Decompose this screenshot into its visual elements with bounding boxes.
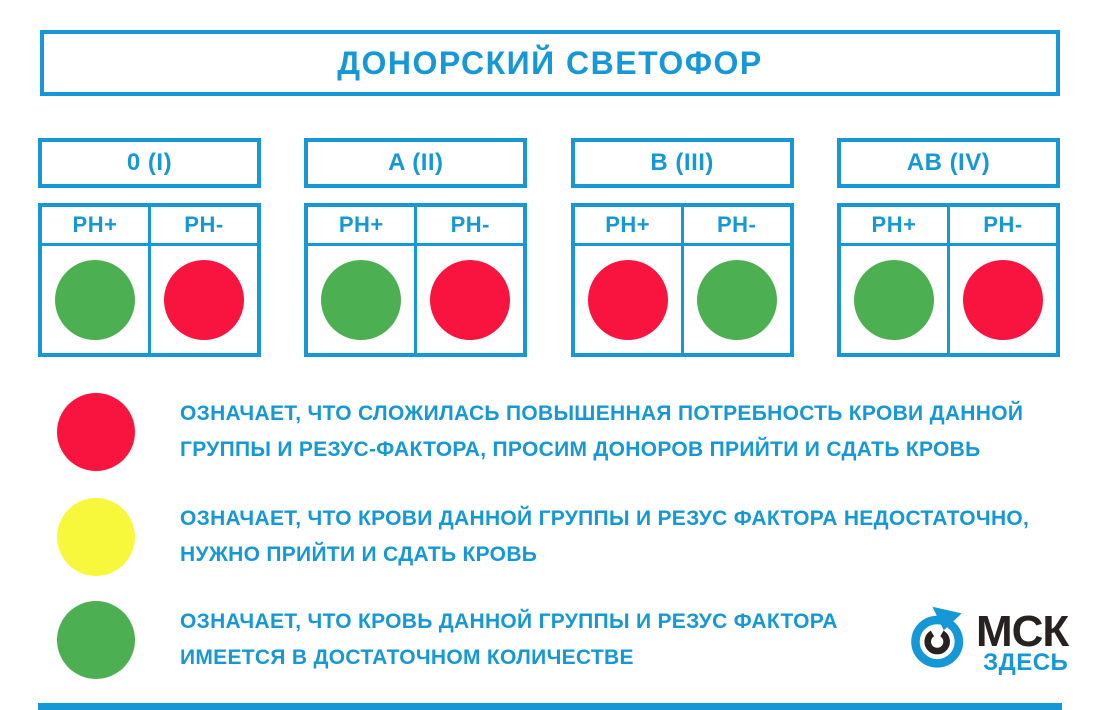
legend-row-yellow (57, 498, 1029, 576)
rh-plus-cell (42, 246, 148, 353)
legend-line: ГРУППЫ И РЕЗУС-ФАКТОРА, ПРОСИМ ДОНОРОВ ПРИЙТИ И СДАТЬ КРОВЬ (180, 438, 981, 461)
legend-line: НУЖНО ПРИЙТИ И СДАТЬ КРОВЬ (180, 543, 538, 566)
status-dot (55, 260, 135, 340)
legend-row-red (57, 393, 1023, 471)
rh-minus-header: PH- (684, 207, 790, 243)
rh-minus-cell (417, 246, 523, 353)
rh-plus-header: PH+ (841, 207, 947, 243)
yellow-legend-text (180, 501, 1029, 573)
status-dot (697, 260, 777, 340)
rh-status-table (304, 203, 527, 357)
panel-group-AB-IV (837, 138, 1060, 357)
green-legend-text (180, 604, 838, 676)
legend-line: ОЗНАЧАЕТ, ЧТО КРОВЬ ДАННОЙ ГРУППЫ И РЕЗУС ФАКТОРА (180, 610, 838, 633)
status-dot (963, 260, 1043, 340)
rh-minus-cell (151, 246, 257, 353)
omsk-zdes-logo (906, 600, 1068, 677)
rh-plus-cell (575, 246, 681, 353)
panel-group-A-II (304, 138, 527, 357)
rh-minus-header: PH- (151, 207, 257, 243)
page-title: ДОНОРСКИЙ СВЕТОФОР (337, 44, 763, 81)
status-dot (854, 260, 934, 340)
rh-plus-cell (841, 246, 947, 353)
status-dot (588, 260, 668, 340)
title-box (40, 30, 1060, 96)
legend-line: ИМЕЕТСЯ В ДОСТАТОЧНОМ КОЛИЧЕСТВЕ (180, 646, 634, 669)
rh-plus-header: PH+ (575, 207, 681, 243)
group-label: 0 (I) (38, 138, 261, 188)
legend-line: ОЗНАЧАЕТ, ЧТО КРОВИ ДАННОЙ ГРУППЫ И РЕЗУС ФАКТОРА НЕДОСТАТОЧНО, (180, 507, 1030, 530)
rh-plus-header: PH+ (308, 207, 414, 243)
rh-status-table (38, 203, 261, 357)
logo-city-label: МСК (976, 607, 1069, 656)
red-legend-text (180, 396, 1023, 468)
green-legend-circle (57, 601, 135, 679)
rotating-arrow-icon (906, 600, 974, 677)
rh-status-table (837, 203, 1060, 357)
red-legend-circle (57, 393, 135, 471)
group-label: AB (IV) (837, 138, 1060, 188)
status-dot (430, 260, 510, 340)
rh-minus-cell (684, 246, 790, 353)
logo-text (976, 607, 1069, 676)
rh-minus-header: PH- (950, 207, 1056, 243)
status-dot (164, 260, 244, 340)
rh-plus-header: PH+ (42, 207, 148, 243)
panel-group-0-I (38, 138, 261, 357)
legend-row-green (57, 601, 838, 679)
yellow-legend-circle (57, 498, 135, 576)
group-label: A (II) (304, 138, 527, 188)
rh-status-table (571, 203, 794, 357)
rh-minus-cell (950, 246, 1056, 353)
panel-group-B-III (571, 138, 794, 357)
rh-plus-cell (308, 246, 414, 353)
status-dot (321, 260, 401, 340)
blood-group-panels (38, 138, 1060, 357)
group-label: B (III) (571, 138, 794, 188)
legend-line: ОЗНАЧАЕТ, ЧТО СЛОЖИЛАСЬ ПОВЫШЕННАЯ ПОТРЕБНОСТЬ КРОВИ ДАННОЙ (180, 402, 1024, 425)
rh-minus-header: PH- (417, 207, 523, 243)
bottom-accent-bar (38, 703, 1062, 710)
logo-tagline-label: ЗДЕСЬ (983, 649, 1069, 676)
